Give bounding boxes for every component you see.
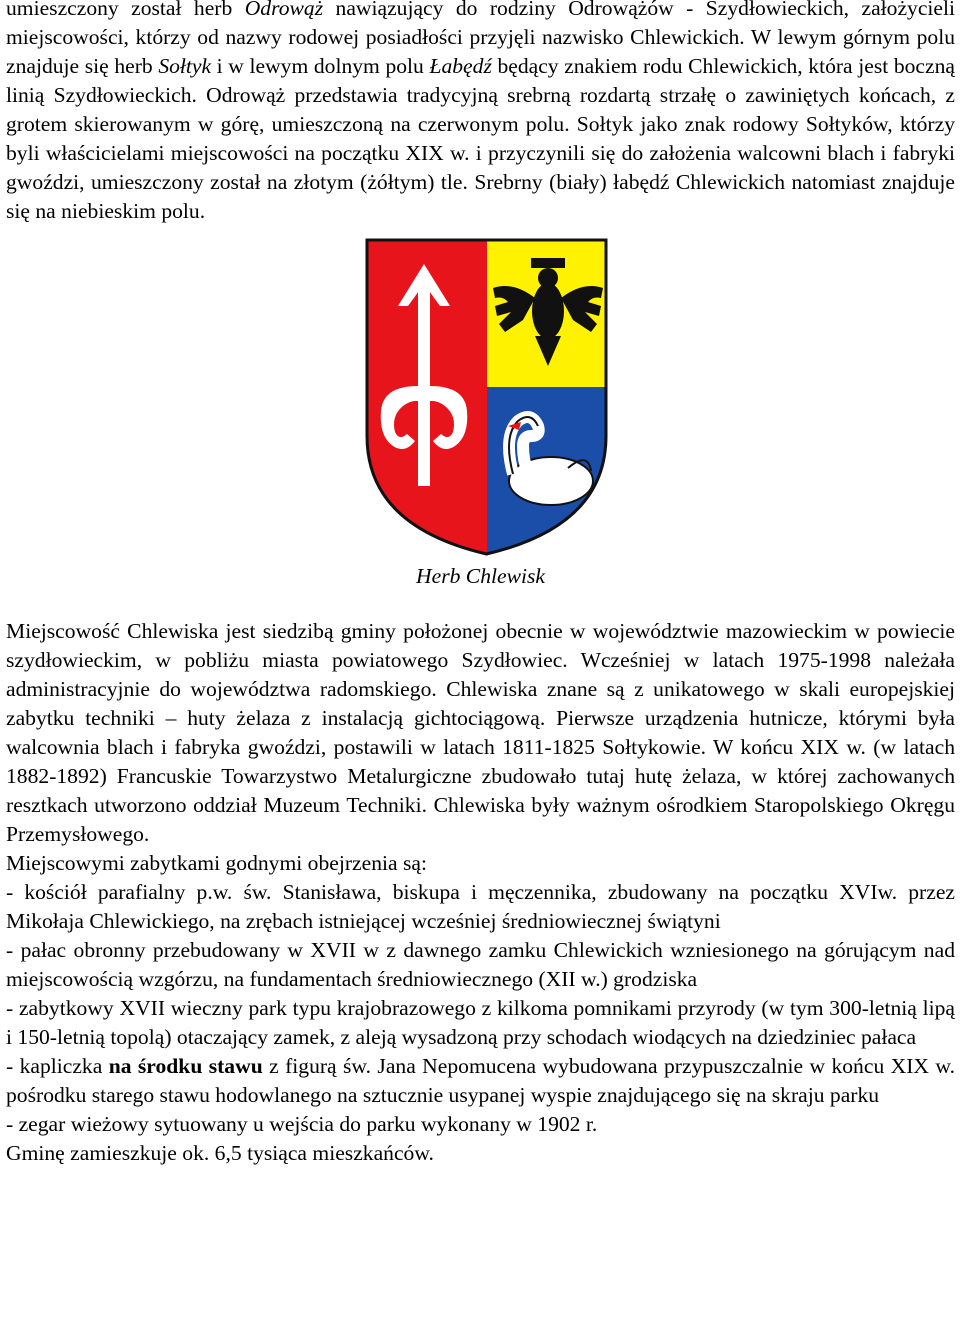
monuments-heading: Miejscowymi zabytkami godnymi obejrzenia są:	[6, 851, 427, 875]
coat-of-arms-svg	[363, 236, 610, 558]
chapel-text-2: z figurą św. Jana Nepomucena wybudowana przypuszczalnie w końcu XIX w. pośrodku starego stawu hodowlanego na sztucznie usypanej wyspie znajdującego się na skraju parku	[6, 1054, 955, 1107]
intro-paragraph	[6, 0, 955, 226]
odrowaz-term: Odrowąż	[244, 0, 324, 20]
chapel-bold-text: na środku stawu	[108, 1054, 263, 1078]
intro-text-2: nawiązujący do rodziny Odrowążów - Szydłowieckich, założycieli miejscowości, którzy od nazwy rodowej posiadłości przyjęli nazwisko Chlewickich. W lewym górnym polu znajduje się herb	[6, 0, 956, 78]
chapel-text-1: - kapliczka	[6, 1054, 109, 1078]
figure-caption: Herb Chlewisk	[416, 564, 545, 588]
labedz-term: Łabędź	[429, 54, 492, 78]
coat-of-arms-figure	[6, 236, 955, 558]
monument-item-clock: - zegar wieżowy sytuowany u wejścia do parku wykonany w 1902 r.	[6, 1112, 598, 1136]
coat-of-arms-image	[363, 236, 610, 558]
monument-item-park: - zabytkowy XVII wieczny park typu krajobrazowego z kilkoma pomnikami przyrody (w tym 300-letnią lipą i 150-letnią topolą) otaczający zamek, z aleją wysadzoną przy schodach wiodących na dziedziniec pałaca	[6, 996, 955, 1049]
population-line: Gminę zamieszkuje ok. 6,5 tysiąca mieszkańców.	[6, 1141, 434, 1165]
monument-item-palace: - pałac obronny przebudowany w XVII w z dawnego zamku Chlewickich wzniesionego na górującym nad miejscowością wzgórzu, na fundamentach średniowiecznego (XII w.) grodziska	[6, 938, 955, 991]
intro-text-1: umieszczony został herb	[6, 0, 245, 20]
intro-text-4: będący znakiem rodu Chlewickich, która jest boczną linią Szydłowieckich. Odrowąż przedstawia tradycyjną srebrną rozdartą strzałę o zawiniętych końcach, z grotem skierowanym w górę, umieszczoną na czerwonym polu. Sołtyk jako znak rodowy Sołtyków, którzy byli właścicielami miejscowości na początku XIX w. i przyczynili się do założenia walcowni blach i fabryki gwoździ, umieszczony został na złotym (żółtym) tle. Srebrny (biały) łabędź Chlewickich natomiast znajduje się na niebieskim polu.	[6, 54, 955, 223]
soltyk-term: Sołtyk	[158, 54, 212, 78]
monument-item-church: - kościół parafialny p.w. św. Stanisława, biskupa i męczennika, zbudowany na początku XVIw. przez Mikołaja Chlewickiego, na zrębach istniejącej wcześniej średniowiecznej świątyni	[6, 880, 955, 933]
body-paragraph-1: Miejscowość Chlewiska jest siedzibą gminy położonej obecnie w województwie mazowieckim w powiecie szydłowieckim, w pobliżu miasta powiatowego Szydłowiec. Wcześniej w latach 1975-1998 należała administracyjnie do województwa radomskiego. Chlewiska znane są z unikatowego w skali europejskiej zabytku techniki – huty żelaza z instalacją gichtociągową. Pierwsze urządzenia hutnicze, którymi była walcownia blach i fabryka gwoździ, postawili w latach 1811-1825 Sołtykowie. W końcu XIX w. (w latach 1882-1892) Francuskie Towarzystwo Metalurgiczne zbudowało tutaj hutę żelaza, w której zachowanych resztkach utworzono oddział Muzeum Techniki. Chlewiska były ważnym ośrodkiem Staropolskiego Okręgu Przemysłowego.	[6, 619, 955, 846]
monument-item-chapel	[6, 1052, 955, 1110]
intro-text-3: i w lewym dolnym polu	[211, 54, 430, 78]
